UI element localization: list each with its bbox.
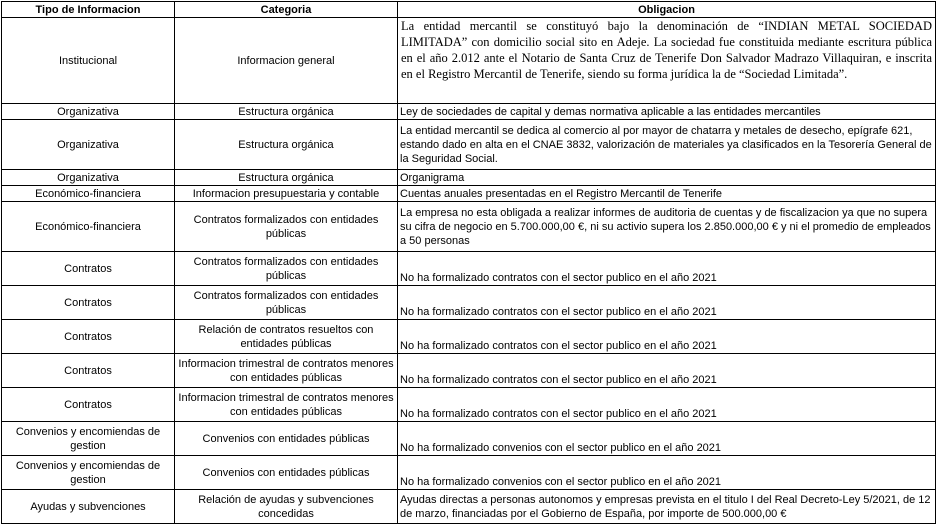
categoria-cell: Estructura orgánica: [175, 120, 398, 170]
categoria-cell: Informacion trimestral de contratos menores con entidades públicas: [175, 388, 398, 422]
header-categoria: Categoria: [175, 2, 398, 18]
tipo-cell: Organizativa: [2, 170, 175, 186]
tipo-cell: Contratos: [2, 388, 175, 422]
tipo-cell: Organizativa: [2, 104, 175, 120]
table-row: [2, 252, 936, 286]
obligacion-cell: Organigrama: [398, 170, 936, 186]
obligacion-cell: No ha formalizado contratos con el sector publico en el año 2021: [398, 252, 936, 286]
obligacion-cell: No ha formalizado convenios con el sector publico en el año 2021: [398, 422, 936, 456]
table-row: [2, 354, 936, 388]
table-row: [2, 170, 936, 186]
categoria-cell: Estructura orgánica: [175, 170, 398, 186]
categoria-cell: Contratos formalizados con entidades públicas: [175, 252, 398, 286]
tipo-cell: Económico-financiera: [2, 186, 175, 202]
tipo-cell: Convenios y encomiendas de gestion: [2, 422, 175, 456]
obligacion-cell: No ha formalizado contratos con el sector publico en el año 2021: [398, 320, 936, 354]
obligacion-cell: Ayudas directas a personas autonomos y empresas prevista en el titulo I del Real Decreto-Ley 5/2021, de 12 de marzo, financiadas por el Gobierno de España, por importe de 500.000,00 €: [398, 490, 936, 524]
table-row: [2, 490, 936, 524]
categoria-cell: Relación de contratos resueltos con entidades públicas: [175, 320, 398, 354]
tipo-cell: Ayudas y subvenciones: [2, 490, 175, 524]
header-tipo: Tipo de Informacion: [2, 2, 175, 18]
categoria-cell: Relación de ayudas y subvenciones concedidas: [175, 490, 398, 524]
tipo-cell: Convenios y encomiendas de gestion: [2, 456, 175, 490]
table-row: [2, 202, 936, 252]
obligacion-cell: No ha formalizado convenios con el sector publico en el año 2021: [398, 456, 936, 490]
tipo-cell: Contratos: [2, 354, 175, 388]
tipo-cell: Contratos: [2, 252, 175, 286]
obligacion-cell: Cuentas anuales presentadas en el Registro Mercantil de Tenerife: [398, 186, 936, 202]
categoria-cell: Convenios con entidades públicas: [175, 422, 398, 456]
obligacion-cell: La empresa no esta obligada a realizar informes de auditoria de cuentas y de fiscalizacion ya que no supera su cifra de negocio en 5.700.000,00 €, ni su activio supera los 2.850.000,00 € y ni el promedio de empleados a 50 personas: [398, 202, 936, 252]
table-row: [2, 120, 936, 170]
categoria-cell: Informacion trimestral de contratos menores con entidades públicas: [175, 354, 398, 388]
table-row: [2, 18, 936, 104]
header-obligacion: Obligacion: [398, 2, 936, 18]
table-row: [2, 422, 936, 456]
table-row: [2, 286, 936, 320]
table-row: [2, 456, 936, 490]
tipo-cell: Institucional: [2, 18, 175, 104]
tipo-cell: Contratos: [2, 320, 175, 354]
table-row: [2, 104, 936, 120]
categoria-cell: Informacion general: [175, 18, 398, 104]
categoria-cell: Contratos formalizados con entidades públicas: [175, 286, 398, 320]
categoria-cell: Convenios con entidades públicas: [175, 456, 398, 490]
obligacion-cell: Ley de sociedades de capital y demas normativa aplicable a las entidades mercantiles: [398, 104, 936, 120]
header-row: [2, 2, 936, 18]
obligacion-cell: No ha formalizado contratos con el sector publico en el año 2021: [398, 354, 936, 388]
tipo-cell: Organizativa: [2, 120, 175, 170]
transparency-table: [1, 1, 936, 524]
obligacion-cell: La entidad mercantil se dedica al comercio al por mayor de chatarra y metales de desecho, epígrafe 621, estando dado en alta en el CNAE 3832, valorización de materiales ya clasificados en la Tesorería General de la Seguridad Social.: [398, 120, 936, 170]
tipo-cell: Contratos: [2, 286, 175, 320]
categoria-cell: Informacion presupuestaria y contable: [175, 186, 398, 202]
table-row: [2, 186, 936, 202]
table-row: [2, 388, 936, 422]
table-row: [2, 320, 936, 354]
categoria-cell: Contratos formalizados con entidades públicas: [175, 202, 398, 252]
obligacion-cell: No ha formalizado contratos con el sector publico en el año 2021: [398, 388, 936, 422]
obligacion-cell: No ha formalizado contratos con el sector publico en el año 2021: [398, 286, 936, 320]
categoria-cell: Estructura orgánica: [175, 104, 398, 120]
obligacion-cell: La entidad mercantil se constituyó bajo la denominación de “INDIAN METAL SOCIEDAD LIMITADA” con domicilio social sito en Adeje. La sociedad fue constituida mediante escritura pública en el año 2.012 ante el Notario de Santa Cruz de Tenerife Don Salvador Madrazo Villaquiran, e inscrita en el Registro Mercantil de Tenerife, siendo su forma jurídica la de “Sociedad Limitada”.: [398, 18, 936, 104]
tipo-cell: Económico-financiera: [2, 202, 175, 252]
